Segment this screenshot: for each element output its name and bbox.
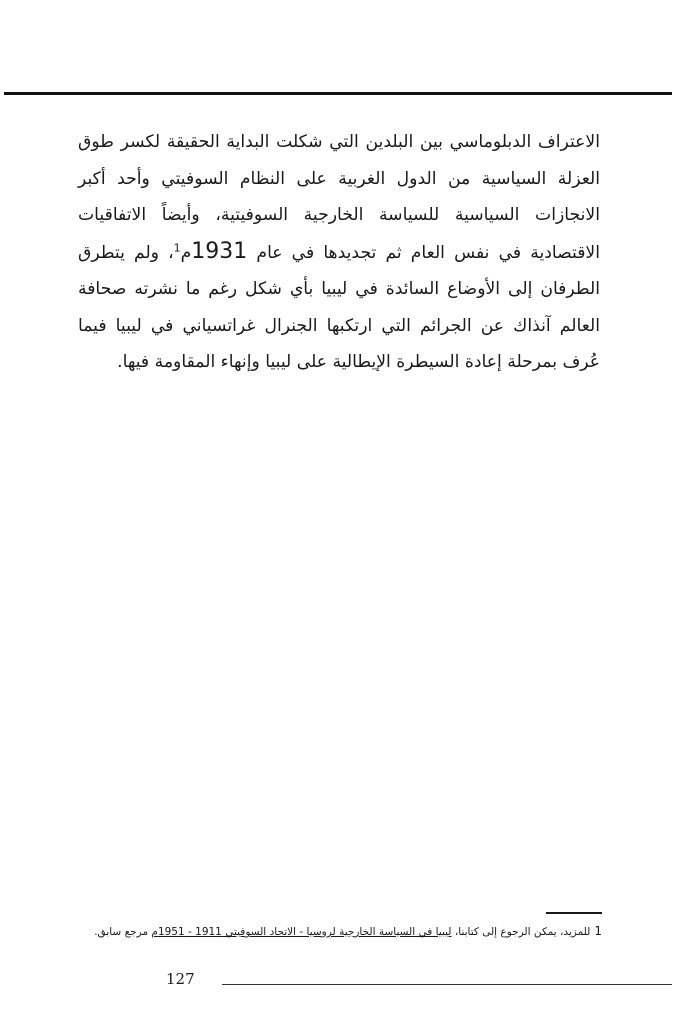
footnote-intro: للمزيد، يمكن الرجوع إلى كتابنا، [454,926,591,938]
page-number: 127 [166,970,195,988]
footnote-marker: 1 [594,924,602,938]
footnote-suffix: مرجع سابق. [94,926,149,938]
footnote [42,920,602,943]
footnote-reference[interactable]: 1 [173,240,181,254]
header-rule [4,92,672,95]
footnote-separator [546,912,602,914]
year-suffix: م [180,242,192,263]
body-text-part1: الاعتراف الدبلوماسي بين البلدين التي شكلت البداية الحقيقة لكسر طوق العزلة السياسية من الدول الغربية على النظام السوفيتي وأحد أكبر الانجازات السياسية للسياسة الخارجية السوفيتية، وأيضاً الاتفاقيات الاقتصادية في نفس العام ثم تجديدها في عام [78,132,600,263]
footer-rule [222,984,672,985]
year-1931: 1931 [191,238,248,264]
body-paragraph [78,124,600,381]
body-text-part2: ، ولم يتطرق الطرفان إلى الأوضاع السائدة في ليبيا بأي شكل رغم ما نشرته صحافة العالم آنذاك عن الجرائم التي ارتكبها الجنرال غراتسياني في ليبيا فيما عُرف بمرحلة إعادة السيطرة الإيطالية على ليبيا وإنهاء المقاومة فيها. [78,242,600,372]
footnote-book-title: ليبيا في السياسة الخارجية لروسيا - الاتحاد السوفيتي 1911 - 1951م [151,926,452,938]
